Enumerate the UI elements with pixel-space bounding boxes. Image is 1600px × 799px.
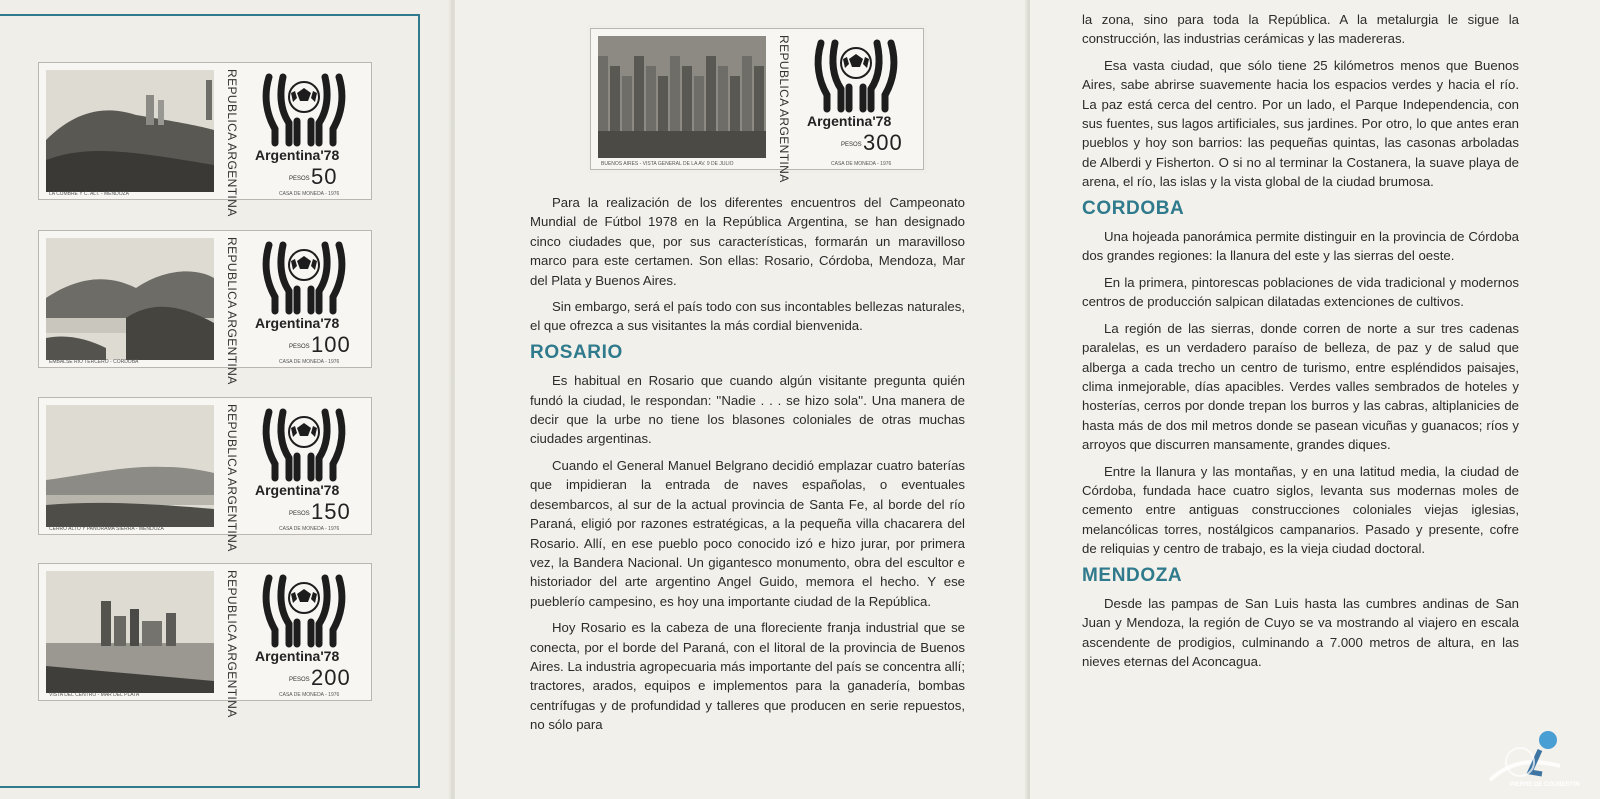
paragraph: Para la realización de los diferentes encuentros del Campeonato Mundial de Fútbol 1978 en la República Argentina, se han designado cinco ciudades que, por sus características, formarán un maravilloso marco para este certamen. Son ellas: Rosario, Córdoba, Mendoza, Mar del Plata y Buenos Aires. [530, 195, 965, 288]
watermark-text: PIERRE DE COUBERTIN [1510, 782, 1580, 788]
stamp [590, 28, 924, 183]
stamp-photo [46, 571, 214, 693]
paragraph: Esa vasta ciudad, que sólo tiene 25 kilómetros menos que Buenos Aires, sabe abrirse suavemente hacia los espacios verdes y hacia el río. La paz está cerca del centro. Por un lado, el Parque Independencia, con sus fuentes, sus lagos artificiales, sus jardines. Por otro, lo que antes eran pueblos y hoy son barrios: las pequeñas quintas, las casonas arboladas de Alberdi y Fisherton. O si no al terminar la Costanera, la suave playa de arena, el río, las islas y la vista global de la ciudad brumosa. [1082, 57, 1519, 190]
stamp-country: REPUBLICA ARGENTINA [777, 35, 791, 183]
stamp-mint: CASA DE MONEDA - 1976 [279, 526, 340, 532]
paragraph: La región de las sierras, donde corren de norte a sur tres cadenas paralelas, es un verdadero paraíso de belleza, de paz y de salud que alberga a cada trecho un centro de turismo, entre espléndidos paisajes, clima inmejorable, días apacibles. Verdes valles sembrados de hoteles y hosterías, cerros por donde trepan los burros y las cabras, altiplanicies de hasta más de dos mil metros donde se pasean vicuñas y guanacos; ríos y arroyos que discurren mansamente, grandes diques. [1082, 320, 1519, 453]
stamp-event-name: Argentina'78 [255, 482, 340, 498]
stamp-country: REPUBLICA ARGENTINA [225, 570, 239, 718]
stamp-event-name: Argentina'78 [255, 648, 340, 664]
stamp-photo [46, 70, 214, 192]
stamp-caption: BUENOS AIRES - VISTA GENERAL DE LA AV. 9 DE JULIO [601, 161, 734, 167]
paragraph: Cuando el General Manuel Belgrano decidió emplazar cuatro baterías que impidieran la entrada de naves españolas, o eventuales desembarcos, al sur de la actual provincia de Santa Fe, al borde del río Paraná, eligió por razones estratégicas, a la pequeña villa chacarera del Rosario. Allí, en ese pueblo poco conocido izó e hizo jurar, por primera vez, la Bandera Nacional. Un gigantesco monumento, obra del escultor e historiador del arte argentino Angel Guido, memora el hecho. Y ese pueblerío campesino, es hoy una importante ciudad de la República. [530, 457, 965, 609]
paragraph: Sin embargo, será el país todo con sus incontables bellezas naturales, el que ofrezca a sus visitantes la más cordial bienvenida. [530, 299, 965, 334]
wc78-logo-icon [261, 71, 347, 147]
right-text-column [1082, 10, 1519, 679]
stamp-currency: PESOS [841, 142, 862, 148]
stamp-caption: LA CUMBRE Y C. ALT. - MENDOZA [49, 191, 130, 197]
stamp-mint: CASA DE MONEDA - 1976 [279, 692, 340, 698]
stamp-event-name: Argentina'78 [807, 113, 892, 129]
section-heading-cordoba: CORDOBA [1082, 197, 1185, 219]
landscape-image [46, 70, 214, 192]
stamp [38, 62, 372, 217]
landscape-shape [146, 95, 154, 125]
paragraph: Una hojeada panorámica permite distinguir en la provincia de Córdoba dos grandes regiones: la llanura del este y las sierras del oeste. [1082, 229, 1519, 264]
landscape-shape [598, 56, 608, 136]
landscape-shape [166, 613, 176, 646]
stamp-mint: CASA DE MONEDA - 1976 [279, 359, 340, 365]
paragraph: Desde las pampas de San Luis hasta las cumbres andinas de San Juan y Mendoza, la región de Cuyo se va mostrando al viajero en escala ascendente de prodigios, culminando a 7.000 metros de altura, en las nieves eternas del Aconcagua. [1082, 595, 1519, 670]
stamp-photo [598, 36, 766, 158]
paragraph: la zona, sino para toda la República. A la metalurgia le sigue la construcción, las industrias cerámicas y las madereras. [1082, 12, 1519, 47]
paragraph: Es habitual en Rosario que cuando algún visitante pregunta quién fundó la ciudad, le respondan: ''Nadie . . . se hizo sola''. Una manera de decir que la urbe no tiene los blasones coloniales de otras muchas ciudades argentinas. [530, 373, 965, 447]
landscape-image [46, 238, 214, 360]
stamp-photo [46, 238, 214, 360]
stamp-currency: PESOS [289, 511, 310, 517]
landscape-shape [206, 80, 212, 120]
landscape-shape [634, 56, 644, 136]
stamp-value: 150 [311, 499, 351, 524]
stamp-currency: PESOS [289, 677, 310, 683]
landscape-shape [101, 601, 111, 646]
stamp-photo [46, 405, 214, 527]
stamp-currency: PESOS [289, 176, 310, 182]
wc78-logo-icon [813, 37, 899, 113]
stamp-country: REPUBLICA ARGENTINA [225, 69, 239, 217]
stamp [38, 563, 372, 718]
stamp-caption: CERRO ALTO Y PANORAMA SIERRA - MENDOZA [49, 526, 164, 532]
landscape-image [46, 405, 214, 527]
stamp-event-name: Argentina'78 [255, 147, 340, 163]
stamp-country: REPUBLICA ARGENTINA [225, 404, 239, 552]
paragraph: Hoy Rosario es la cabeza de una floreciente franja industrial que se conecta, por el borde del Paraná, con el litoral de la provincia de Buenos Aires. La industria agropecuaria más importante del país se concentra allí; tractores, arados, equipos e implementos para la ganadería, bombas centrífugas y de profundidad y talleres que producen en serie repuestos, no sólo para [530, 620, 965, 733]
stamp-caption: VISTA DEL CENTRO - MAR DEL PLATA [49, 692, 140, 698]
section-heading-mendoza: MENDOZA [1082, 564, 1183, 586]
landscape-shape [742, 56, 752, 136]
landscape-shape [706, 56, 716, 136]
landscape-shape [130, 609, 139, 646]
landscape-shape [142, 621, 162, 646]
landscape-shape [670, 56, 680, 136]
landscape-image [46, 571, 214, 693]
stamp-country: REPUBLICA ARGENTINA [225, 237, 239, 385]
stamp-mint: CASA DE MONEDA - 1976 [279, 191, 340, 197]
stamp-currency: PESOS [289, 344, 310, 350]
stamp-caption: EMBALSE RIO TERCERO - CORDOBA [49, 359, 139, 365]
stamp [38, 230, 372, 385]
stamp-value: 200 [311, 665, 351, 690]
stamp-value: 300 [863, 130, 903, 155]
wc78-logo-icon [261, 406, 347, 482]
stamp-mint: CASA DE MONEDA - 1976 [831, 161, 892, 167]
paragraph: Entre la llanura y las montañas, y en una latitud media, la ciudad de Córdoba, fundada hace cuatro siglos, levanta sus modernas moles de cemento entre antiguas construcciones coloniales viejas iglesias, melancólicas torres, nostálgicos campanarios. Pasado y presente, cofre de reliquias y centro de trabajo, es la vieja ciudad doctoral. [1082, 463, 1519, 557]
wc78-logo-icon [261, 239, 347, 315]
stamp-event-name: Argentina'78 [255, 315, 340, 331]
landscape-image [598, 36, 766, 158]
stamp-value: 50 [311, 164, 338, 189]
stamp [38, 397, 372, 552]
landscape-shape [158, 100, 164, 125]
wc78-logo-icon [261, 572, 347, 648]
landscape-shape [598, 131, 766, 158]
middle-text-column [530, 193, 965, 742]
paragraph: En la primera, pintorescas poblaciones de vida tradicional y modernos centros de producción salpican dilatadas extenciones de cultivos. [1082, 274, 1519, 310]
section-heading-rosario: ROSARIO [530, 341, 623, 363]
landscape-shape [114, 616, 126, 646]
watermark [1480, 722, 1590, 794]
stamp-value: 100 [311, 332, 351, 357]
